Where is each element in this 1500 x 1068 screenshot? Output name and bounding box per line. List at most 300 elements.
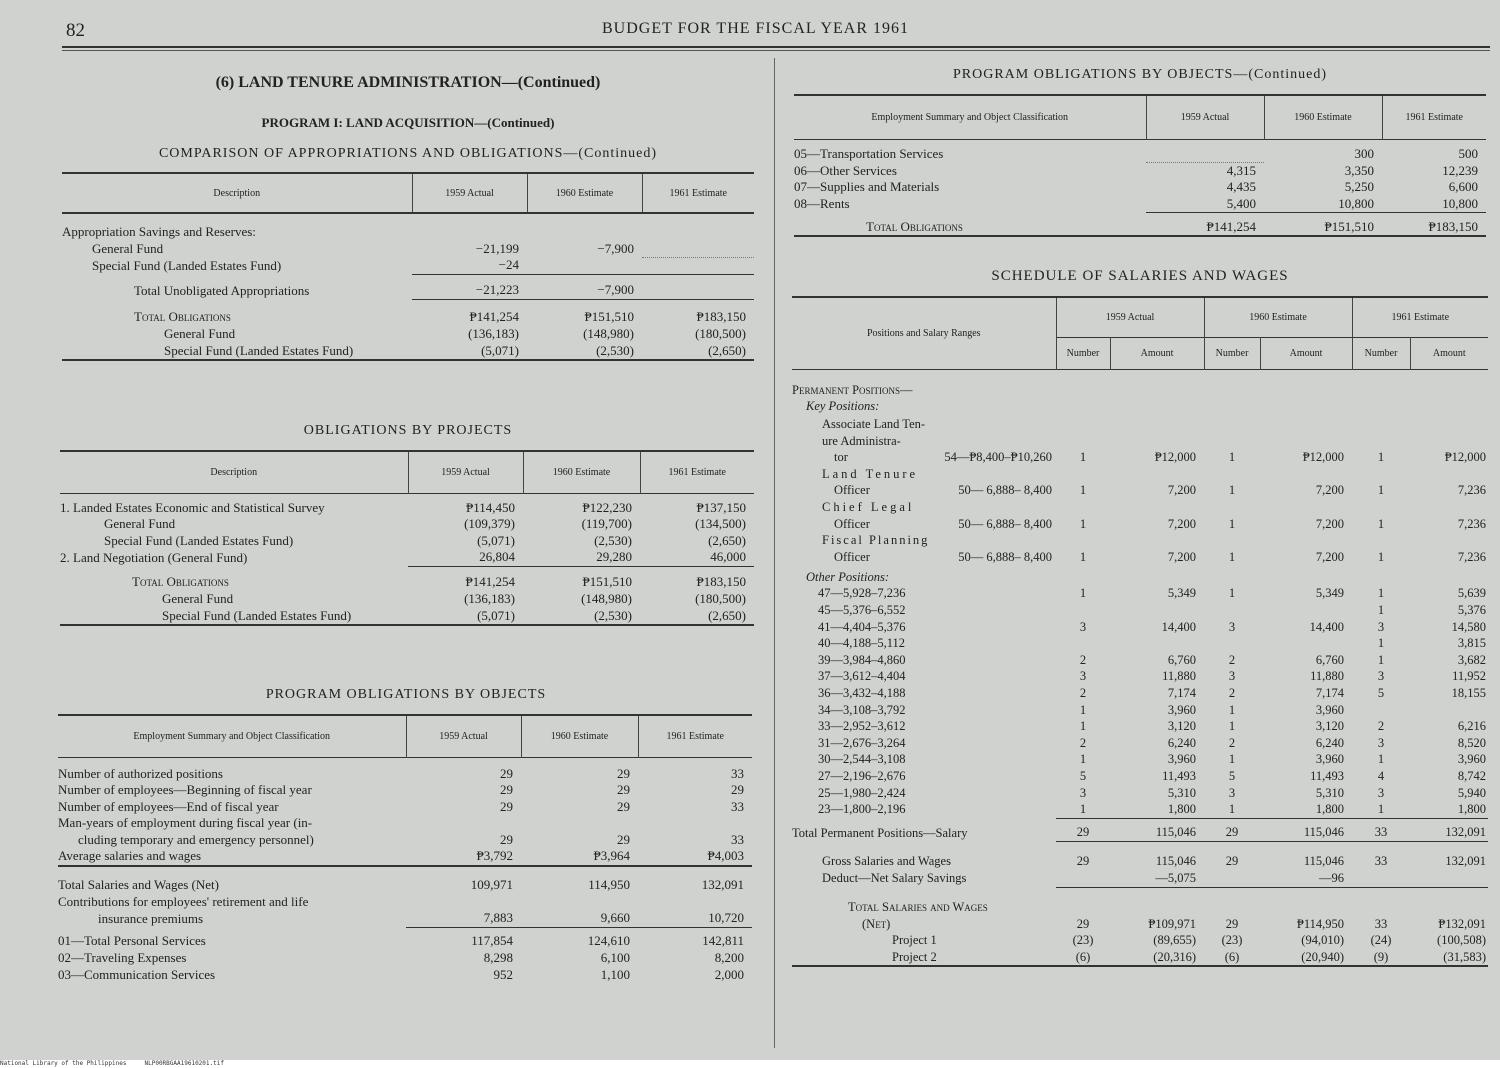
cell-amount: 8,742	[1457, 768, 1486, 783]
cell-number: 5	[1079, 768, 1087, 783]
cell-1959	[1146, 146, 1264, 163]
col-header-1961: 1961 Estimate	[638, 715, 752, 757]
salary-range: 47—5,928–7,236	[818, 586, 906, 601]
cell-number: 1	[1228, 719, 1236, 734]
col-header-1961: 1961 Estimate	[1352, 297, 1488, 337]
cell-number: (9)	[1373, 949, 1389, 964]
cell-1960: 5,250	[1344, 179, 1374, 195]
cell-amount: 14,400	[1161, 619, 1196, 634]
row-label: 01—Total Personal Services	[58, 933, 206, 949]
salary-row	[792, 702, 1488, 719]
cell-number: 1	[1377, 652, 1385, 667]
cell-1960: 3,350	[1344, 162, 1374, 178]
cell-1960: 6,100	[600, 949, 630, 965]
row-label: Total Permanent Positions—Salary	[792, 825, 968, 840]
cell-amount: 3,682	[1457, 652, 1486, 667]
row-label: Project 2	[892, 949, 937, 964]
subheader-number: Number	[1056, 337, 1110, 369]
cell-number: 1	[1377, 450, 1385, 465]
cell-amount: 7,174	[1167, 686, 1196, 700]
cell-1959: 4,435	[1226, 179, 1256, 195]
cell-number: 29	[1076, 854, 1090, 869]
col-header-description: Description	[62, 173, 412, 213]
cell-1959: 7,883	[483, 910, 513, 926]
cell-number: 1	[1079, 702, 1087, 717]
cell-1961: (180,500)	[695, 325, 746, 341]
row-label: General Fund	[162, 590, 234, 606]
permanent-label: Permanent Positions—	[792, 382, 913, 397]
row-label: Total Obligations	[132, 574, 229, 590]
salary-range: 27—2,196–2,676	[818, 768, 906, 783]
cell-amount: 7,236	[1457, 516, 1487, 531]
row-label: 08—Rents	[794, 196, 850, 212]
cell-1960: 29,280	[596, 549, 632, 565]
salary-range: 41—4,404–5,376	[818, 619, 906, 634]
comparison-table	[62, 172, 754, 363]
cell-1959: ₱141,254	[465, 574, 515, 590]
row-label: cluding temporary and emergency personnel)	[78, 831, 314, 847]
salary-range: 30—2,544–3,108	[818, 752, 906, 767]
cell-amount	[1110, 635, 1204, 652]
cell-1961	[642, 282, 754, 299]
cell-amount: (100,508)	[1437, 933, 1486, 948]
cell-amount: 7,200	[1167, 549, 1197, 564]
cell-1960: 300	[1354, 145, 1374, 161]
position-name: Officer	[834, 516, 870, 531]
cell-1959: (5,071)	[477, 532, 515, 548]
cell-1960: 29	[617, 798, 630, 814]
col-header-1959: 1959 Actual	[1146, 95, 1264, 139]
cell-amount: —96	[1319, 870, 1344, 885]
cell-number: 1	[1377, 549, 1385, 564]
cell-1960: −7,900	[597, 240, 634, 256]
cell-number: 2	[1079, 686, 1087, 700]
cell-number: 2	[1228, 652, 1236, 667]
salary-range: 50— 6,888– 8,400	[958, 483, 1052, 498]
cell-1961: (2,650)	[708, 607, 746, 623]
cell-number: 29	[1076, 825, 1090, 840]
cell-1959: (136,183)	[468, 325, 519, 341]
cell-1961: 10,720	[708, 910, 744, 926]
cell-1960: (2,530)	[594, 607, 632, 623]
cell-amount: 11,952	[1452, 669, 1486, 684]
position-name: Associate Land Ten-	[822, 417, 926, 432]
cell-number: 1	[1377, 603, 1385, 618]
cell-1961	[642, 257, 754, 274]
cell-amount: 7,236	[1457, 483, 1487, 498]
cell-number	[1204, 602, 1260, 619]
cell-1960: 29	[617, 831, 630, 847]
salary-range: 54—₱8,400–₱10,260	[944, 450, 1052, 465]
cell-1959: ₱114,450	[466, 499, 515, 515]
row-label: Special Fund (Landed Estates Fund)	[104, 532, 294, 548]
cell-amount: 5,349	[1315, 586, 1344, 601]
cell-1960: 29	[617, 782, 630, 798]
cell-1959: ₱141,254	[469, 309, 519, 325]
cell-number: 5	[1228, 768, 1236, 783]
projects-title: OBLIGATIONS BY PROJECTS	[303, 423, 513, 438]
cell-number: 5	[1377, 686, 1385, 700]
cell-amount	[1260, 602, 1352, 619]
cell-number: 2	[1079, 652, 1087, 667]
cell-amount: 8,520	[1457, 735, 1486, 750]
cell-amount: 6,216	[1457, 719, 1486, 734]
key-positions-label: Key Positions:	[806, 399, 880, 414]
salary-range: 25—1,980–2,424	[818, 785, 906, 800]
row-label: Deduct—Net Salary Savings	[822, 871, 967, 886]
cell-1961: 46,000	[710, 549, 746, 565]
other-positions-label: Other Positions:	[806, 569, 889, 584]
cell-number: 29	[1225, 916, 1239, 931]
cell-number	[1056, 602, 1110, 619]
cell-number	[1204, 870, 1260, 887]
cell-1961: ₱4,003	[707, 848, 744, 864]
cell-1961: 8,200	[714, 949, 744, 965]
cell-1960: 29	[617, 765, 630, 781]
salary-row	[792, 751, 1488, 768]
cell-amount: 115,046	[1303, 854, 1344, 869]
cell-number: 1	[1377, 586, 1385, 601]
subheader-number: Number	[1204, 337, 1260, 369]
cell-1959: 117,854	[471, 933, 513, 949]
salary-range: 45—5,376–6,552	[818, 603, 906, 618]
cell-1961: 12,239	[1442, 162, 1478, 178]
col-header-1959: 1959 Actual	[1056, 297, 1204, 337]
cell-number: 1	[1079, 549, 1087, 564]
cell-amount: 132,091	[1445, 854, 1486, 869]
row-label: Project 1	[892, 933, 937, 948]
other-positions-table	[792, 585, 1488, 817]
cell-number: (23)	[1221, 933, 1243, 948]
cell-amount: (20,316)	[1153, 949, 1196, 964]
cell-number	[1352, 702, 1410, 719]
cell-number: 1	[1079, 516, 1087, 531]
cell-amount: (94,010)	[1301, 933, 1344, 948]
cell-amount: (89,655)	[1153, 933, 1196, 948]
cell-amount: 3,815	[1457, 636, 1486, 651]
cell-number: 29	[1225, 825, 1239, 840]
cell-number: 3	[1377, 669, 1385, 684]
objects-cont-table	[794, 94, 1486, 239]
cell-number: 3	[1377, 619, 1385, 634]
cell-1960: (2,530)	[594, 532, 632, 548]
row-label: Number of employees—Beginning of fiscal year	[58, 782, 312, 798]
row-label: General Fund	[92, 240, 164, 256]
row-label: Total Obligations	[134, 309, 231, 325]
objects-table	[58, 714, 752, 983]
cell-amount: 5,310	[1315, 785, 1344, 800]
col-header-classification: Employment Summary and Object Classification	[58, 715, 406, 757]
row-label: Contributions for employees' retirement and life	[58, 893, 309, 909]
cell-amount: 7,174	[1315, 686, 1344, 700]
salary-row	[792, 602, 1488, 619]
row-label: 02—Traveling Expenses	[58, 949, 187, 965]
cell-1959: −24	[498, 257, 519, 273]
row-label: Appropriation Savings and Reserves:	[62, 224, 256, 239]
cell-number: 1	[1377, 483, 1385, 498]
cell-amount: 5,376	[1457, 603, 1486, 618]
cell-number: 29	[1225, 854, 1239, 869]
cell-number: 1	[1079, 719, 1087, 734]
cell-number: 1	[1228, 586, 1236, 601]
cell-amount: 6,760	[1167, 652, 1196, 667]
cell-number: 1	[1228, 549, 1236, 564]
cell-1961: 33	[731, 798, 744, 814]
page-number: 82	[66, 20, 85, 41]
cell-number: 3	[1079, 785, 1087, 800]
cell-number: 1	[1377, 752, 1385, 767]
cell-number: 33	[1374, 854, 1388, 869]
cell-amount: 11,493	[1310, 768, 1344, 783]
salary-row	[792, 801, 1488, 818]
cell-amount: ₱114,950	[1296, 916, 1344, 931]
cell-1960: 124,610	[587, 933, 630, 949]
salaries-table	[792, 296, 1488, 969]
row-label: Special Fund (Landed Estates Fund)	[92, 257, 282, 273]
salaries-title: SCHEDULE OF SALARIES AND WAGES	[991, 268, 1289, 284]
cell-1961: 33	[731, 831, 744, 847]
salary-row	[792, 685, 1488, 702]
cell-1959: 8,298	[483, 949, 513, 965]
column-divider	[774, 58, 775, 1048]
row-label: Special Fund (Landed Estates Fund)	[162, 607, 352, 623]
col-header-1959: 1959 Actual	[412, 173, 527, 213]
cell-1959: 29	[500, 831, 513, 847]
salary-range: 39—3,984–4,860	[818, 652, 906, 667]
cell-number: 3	[1228, 619, 1236, 634]
cell-1960: ₱151,510	[1324, 218, 1374, 234]
cell-1961: 29	[731, 782, 744, 798]
cell-1959: −21,199	[475, 240, 519, 256]
cell-amount: 18,155	[1451, 686, 1486, 700]
salary-row	[792, 585, 1488, 602]
col-header-description: Description	[60, 451, 408, 493]
row-label: Total Obligations	[866, 218, 963, 234]
cell-1960: 1,100	[600, 966, 630, 982]
col-header-1961: 1961 Estimate	[640, 451, 754, 493]
cell-amount: 5,349	[1167, 586, 1196, 601]
cell-1960: (148,980)	[583, 325, 634, 341]
cell-1960: ₱122,230	[582, 499, 632, 515]
cell-1960: (119,700)	[581, 516, 632, 532]
col-header-1961: 1961 Estimate	[642, 173, 754, 213]
cell-amount: 1,800	[1167, 802, 1196, 817]
cell-number: 1	[1228, 702, 1236, 717]
salary-range: 36—3,432–4,188	[818, 686, 906, 700]
cell-number: 29	[1076, 916, 1090, 931]
cell-amount: 132,091	[1445, 825, 1486, 840]
row-label: Total Salaries and Wages (Net)	[58, 877, 219, 893]
row-label: 07—Supplies and Materials	[794, 179, 940, 195]
row-label: Total Unobligated Appropriations	[134, 282, 310, 298]
position-name: Fiscal Planning	[822, 533, 930, 548]
cell-1961: ₱183,150	[1428, 218, 1478, 234]
cell-amount: 115,046	[1155, 825, 1196, 840]
cell-amount: 3,120	[1167, 719, 1196, 734]
cell-amount: 5,940	[1457, 785, 1486, 800]
cell-1961	[642, 241, 754, 258]
cell-amount: 115,046	[1155, 854, 1196, 869]
comparison-title: COMPARISON OF APPROPRIATIONS AND OBLIGATIONS—(Continued)	[158, 146, 658, 161]
cell-amount: 11,880	[1162, 669, 1196, 684]
cell-1961: ₱183,150	[696, 309, 746, 325]
cell-1960: 9,660	[600, 910, 630, 926]
cell-amount: 6,240	[1315, 735, 1344, 750]
cell-number: 1	[1228, 450, 1236, 465]
cell-number: 2	[1228, 735, 1236, 750]
cell-1961: (180,500)	[695, 590, 746, 606]
cell-1959: ₱141,254	[1206, 218, 1256, 234]
cell-number	[1056, 635, 1110, 652]
cell-number: (23)	[1072, 933, 1094, 948]
cell-number: 4	[1377, 768, 1385, 783]
cell-number: 1	[1228, 483, 1236, 498]
cell-number: 3	[1079, 669, 1087, 684]
cell-number	[1204, 635, 1260, 652]
position-name: Officer	[834, 549, 870, 564]
col-header-1959: 1959 Actual	[408, 451, 523, 493]
cell-number: 2	[1079, 735, 1087, 750]
cell-amount: ₱132,091	[1438, 916, 1486, 931]
cell-number: 3	[1377, 735, 1385, 750]
cell-number: 3	[1079, 619, 1087, 634]
cell-amount: 3,960	[1315, 702, 1344, 717]
salary-range: 37—3,612–4,404	[818, 669, 906, 684]
cell-number: 1	[1377, 636, 1385, 651]
cell-number: 3	[1228, 669, 1236, 684]
cell-1960: ₱151,510	[584, 309, 634, 325]
row-label: (Net)	[862, 916, 891, 931]
cell-1959: 26,804	[479, 549, 515, 565]
salary-row	[792, 619, 1488, 636]
salary-row	[792, 718, 1488, 735]
cell-amount: 6,760	[1315, 652, 1344, 667]
cell-number: 1	[1079, 483, 1087, 498]
cell-number	[1056, 870, 1110, 887]
cell-amount: 5,310	[1167, 785, 1196, 800]
cell-1961: 500	[1458, 145, 1478, 161]
col-header-1960: 1960 Estimate	[521, 715, 638, 757]
salary-row	[792, 635, 1488, 652]
col-header-classification: Employment Summary and Object Classification	[794, 95, 1146, 139]
cell-number: (24)	[1370, 933, 1392, 948]
objects-title: PROGRAM OBLIGATIONS BY OBJECTS	[265, 687, 547, 702]
cell-1960: (2,530)	[596, 342, 634, 358]
cell-amount	[1410, 702, 1488, 719]
cell-1960: ₱3,964	[593, 848, 630, 864]
cell-amount: 6,240	[1167, 735, 1196, 750]
cell-1961: ₱183,150	[696, 574, 746, 590]
subheader-amount: Amount	[1110, 337, 1204, 369]
cell-amount: 3,960	[1315, 752, 1344, 767]
cell-number: 1	[1079, 752, 1087, 767]
cell-number: 1	[1228, 802, 1236, 817]
col-header-1960: 1960 Estimate	[1204, 297, 1352, 337]
cell-1959: 5,400	[1226, 195, 1256, 211]
cell-amount	[1410, 870, 1488, 887]
cell-amount: (31,583)	[1443, 949, 1486, 964]
salary-row	[792, 768, 1488, 785]
row-label: Number of employees—End of fiscal year	[58, 798, 279, 814]
running-head: BUDGET FOR THE FISCAL YEAR 1961	[602, 20, 910, 37]
cell-number: 1	[1079, 586, 1087, 601]
cell-1961: 33	[731, 765, 744, 781]
cell-1961: (2,650)	[708, 532, 746, 548]
cell-number: (6)	[1075, 949, 1091, 964]
subheader-amount: Amount	[1410, 337, 1488, 369]
cell-amount: ₱12,000	[1444, 450, 1487, 465]
cell-amount: —5,075	[1155, 870, 1196, 885]
position-name: tor	[834, 450, 848, 465]
cell-amount: 3,960	[1457, 752, 1486, 767]
cell-1960: (148,980)	[581, 590, 632, 606]
cell-number: 1	[1228, 752, 1236, 767]
cell-amount: 14,400	[1309, 619, 1344, 634]
cell-number: 3	[1377, 785, 1385, 800]
cell-amount	[1260, 635, 1352, 652]
cell-amount: ₱12,000	[1302, 450, 1345, 465]
cell-amount: 7,200	[1315, 483, 1345, 498]
row-label: General Fund	[164, 325, 236, 341]
cell-1959: 29	[500, 798, 513, 814]
cell-1959: −21,223	[475, 282, 519, 298]
row-label: Gross Salaries and Wages	[822, 854, 951, 869]
cell-amount: 3,120	[1315, 719, 1344, 734]
salary-row	[792, 652, 1488, 669]
cell-number: 1	[1079, 450, 1087, 465]
cell-1961: 10,800	[1442, 195, 1478, 211]
cell-1959: 109,971	[470, 877, 513, 893]
salaries-totals	[792, 818, 1488, 970]
cell-number: 33	[1374, 916, 1388, 931]
cell-1961: 2,000	[714, 966, 744, 982]
cell-1959: 4,315	[1226, 162, 1256, 178]
cell-amount: ₱109,971	[1148, 916, 1196, 931]
cell-1959: 952	[493, 966, 513, 982]
position-name: ure Administra-	[822, 433, 901, 448]
cell-number	[1352, 870, 1410, 887]
cell-number: (6)	[1224, 949, 1240, 964]
scan-footer: National Library of the Philippines NLP00RBGAA19610201.tif	[0, 1060, 1500, 1068]
salary-range: 50— 6,888– 8,400	[958, 516, 1052, 531]
cell-1961: 6,600	[1448, 179, 1478, 195]
section-title: (6) LAND TENURE ADMINISTRATION—(Continued)	[215, 74, 601, 91]
cell-amount: 3,960	[1167, 702, 1196, 717]
row-label: Total Salaries and Wages	[848, 900, 988, 915]
cell-amount: 1,800	[1315, 802, 1344, 817]
cell-number: 1	[1228, 516, 1236, 531]
salary-range: 23—1,800–2,196	[818, 802, 906, 817]
salary-range: 50— 6,888– 8,400	[958, 549, 1052, 564]
cell-number: 2	[1228, 686, 1236, 700]
cell-amount: (20,940)	[1301, 949, 1344, 964]
cell-number: 1	[1079, 802, 1087, 817]
col-header-1961: 1961 Estimate	[1382, 95, 1486, 139]
cell-number: 3	[1228, 785, 1236, 800]
cell-amount	[1110, 602, 1204, 619]
cell-amount: 7,200	[1315, 516, 1345, 531]
col-header-1960: 1960 Estimate	[527, 173, 642, 213]
cell-1960: 114,950	[588, 877, 630, 893]
row-label: 1. Landed Estates Economic and Statistical Survey	[60, 499, 325, 515]
cell-amount: 7,200	[1167, 516, 1197, 531]
cell-1959: ₱3,792	[476, 848, 513, 864]
cell-number: 1	[1377, 802, 1385, 817]
cell-amount: 1,800	[1457, 802, 1486, 817]
position-name: Land Tenure	[822, 466, 919, 481]
cell-1960: −7,900	[597, 282, 634, 298]
cell-number: 2	[1377, 719, 1385, 734]
